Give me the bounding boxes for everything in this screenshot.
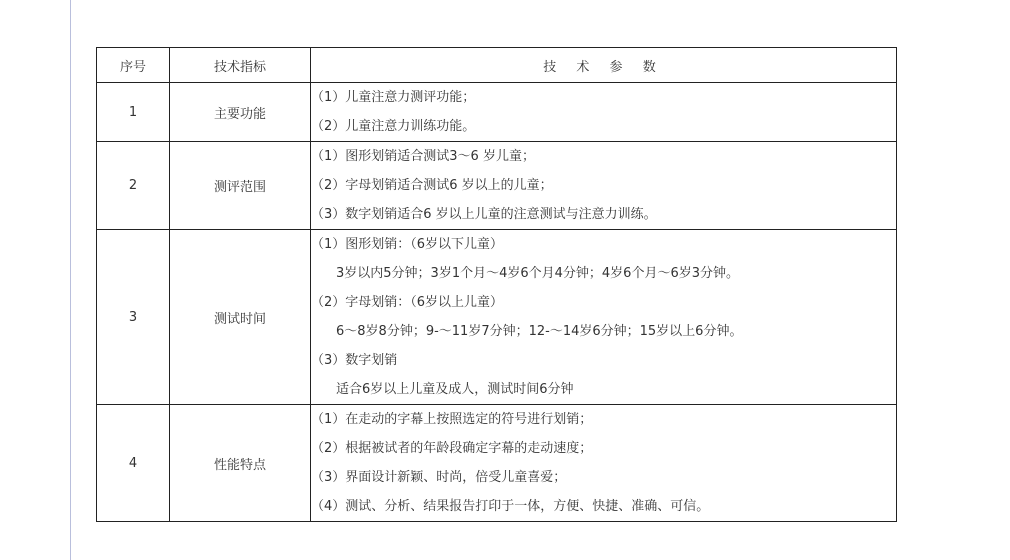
table-row xyxy=(97,405,897,522)
header-index: 序号 xyxy=(97,48,170,83)
table-row xyxy=(97,83,897,142)
parameter-line: （2）儿童注意力训练功能。 xyxy=(311,119,476,134)
parameter-line: （2）根据被试者的年龄段确定字幕的走动速度； xyxy=(311,441,593,456)
table-row xyxy=(97,142,897,230)
row-indicator: 测评范围 xyxy=(170,142,311,230)
parameter-line: 适合6岁以上儿童及成人，测试时间6分钟 xyxy=(336,382,574,397)
header-indicator: 技术指标 xyxy=(170,48,311,83)
row-index: 3 xyxy=(97,230,170,405)
parameter-line: 6～8岁8分钟；9-～11岁7分钟；12-～14岁6分钟；15岁以上6分钟。 xyxy=(336,324,743,339)
row-parameters xyxy=(311,142,897,230)
row-index: 4 xyxy=(97,405,170,522)
row-indicator: 主要功能 xyxy=(170,83,311,142)
row-parameters xyxy=(311,405,897,522)
row-index: 2 xyxy=(97,142,170,230)
parameter-line: （4）测试、分析、结果报告打印于一体，方便、快捷、准确、可信。 xyxy=(311,499,710,514)
parameter-line: （2）字母划销：（6岁以上儿童） xyxy=(311,295,504,310)
header-parameters: 技 术 参 数 xyxy=(311,48,897,83)
parameter-line: （1）儿童注意力测评功能； xyxy=(311,90,476,105)
parameter-line: （1）在走动的字幕上按照选定的符号进行划销； xyxy=(311,412,593,427)
row-indicator: 性能特点 xyxy=(170,405,311,522)
parameter-line: （3）数字划销 xyxy=(311,353,398,368)
parameter-line: （1）图形划销适合测试3～6 岁儿童； xyxy=(311,149,535,164)
parameter-line: 3岁以内5分钟；3岁1个月～4岁6个月4分钟；4岁6个月～6岁3分钟。 xyxy=(336,266,739,281)
row-indicator: 测试时间 xyxy=(170,230,311,405)
technical-specs-table xyxy=(96,47,897,522)
table-row xyxy=(97,230,897,405)
row-parameters xyxy=(311,83,897,142)
parameter-line: （3）数字划销适合6 岁以上儿童的注意测试与注意力训练。 xyxy=(311,207,657,222)
left-margin-rule xyxy=(70,0,71,560)
row-index: 1 xyxy=(97,83,170,142)
parameter-line: （2）字母划销适合测试6 岁以上的儿童； xyxy=(311,178,553,193)
parameter-line: （3）界面设计新颖、时尚，倍受儿童喜爱； xyxy=(311,470,567,485)
table-header-row xyxy=(97,48,897,83)
row-parameters xyxy=(311,230,897,405)
parameter-line: （1）图形划销：（6岁以下儿童） xyxy=(311,237,504,252)
